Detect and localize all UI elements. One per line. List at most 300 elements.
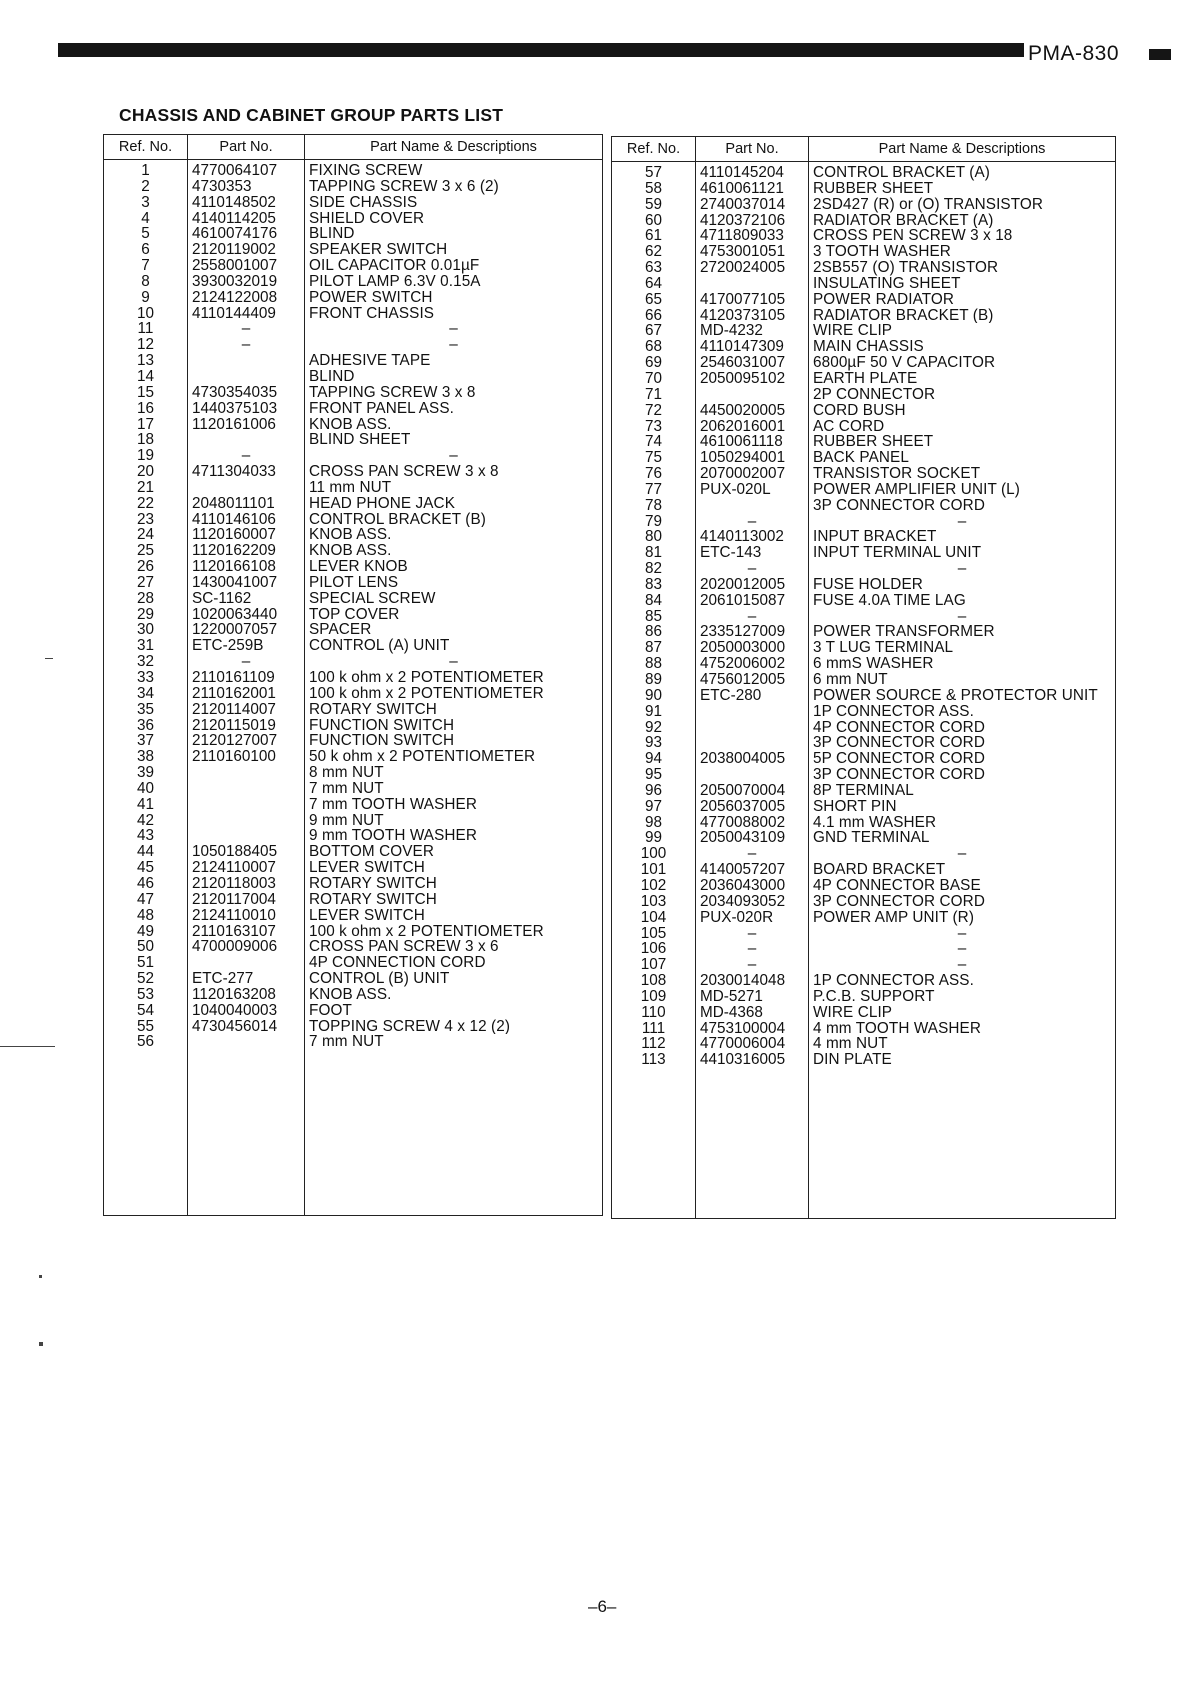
part-name-cell: WIRE CLIP <box>813 1004 893 1021</box>
table-row <box>612 308 1116 324</box>
part-number-cell: 2070002007 <box>696 466 809 482</box>
ref-cell: 17 <box>104 417 188 433</box>
empty-cell <box>612 1068 696 1218</box>
part-name-cell: CORD BUSH <box>813 402 906 419</box>
column-header-part: Part No. <box>696 137 809 162</box>
part-name-cell: ROTARY SWITCH <box>309 875 437 892</box>
part-number-cell <box>696 498 809 514</box>
table-row <box>612 371 1116 387</box>
part-name-cell: BLIND <box>309 226 355 243</box>
table-row <box>104 480 603 496</box>
part-number-cell: – <box>696 609 809 625</box>
part-number-cell: 1430041007 <box>188 575 305 591</box>
part-number-cell: 4711304033 <box>188 464 305 480</box>
table-row <box>104 464 603 480</box>
ref-cell: 103 <box>612 894 696 910</box>
part-number-cell: 1220007057 <box>188 622 305 638</box>
ref-cell: 60 <box>612 213 696 229</box>
table-row <box>612 260 1116 276</box>
part-name-cell: 100 k ohm x 2 POTENTIOMETER <box>309 670 544 686</box>
ref-cell: 65 <box>612 292 696 308</box>
part-name-cell: 2SD427 (R) or (O) TRANSISTOR <box>813 196 1044 213</box>
ref-cell: 34 <box>104 686 188 702</box>
ref-cell: 21 <box>104 480 188 496</box>
ref-cell: 50 <box>104 939 188 955</box>
part-name-cell: 4 mm NUT <box>813 1036 888 1053</box>
part-number-cell: 2050003000 <box>696 640 809 656</box>
table-row <box>104 1003 603 1019</box>
table-row <box>612 529 1116 545</box>
part-name-cell: LEVER SWITCH <box>309 860 425 876</box>
ref-cell: 73 <box>612 419 696 435</box>
ref-cell: 83 <box>612 577 696 593</box>
part-name-cell: 4P CONNECTOR BASE <box>813 877 981 894</box>
part-name-cell: – <box>957 941 967 958</box>
table-row <box>612 292 1116 308</box>
table-row <box>104 860 603 876</box>
table-row <box>104 527 603 543</box>
ref-cell: 105 <box>612 926 696 942</box>
table-row <box>104 813 603 829</box>
part-number-cell: 1040040003 <box>188 1003 305 1019</box>
part-number-cell <box>696 735 809 751</box>
part-number-cell: 1050294001 <box>696 450 809 466</box>
ref-cell: 38 <box>104 749 188 765</box>
table-row <box>612 656 1116 672</box>
table-row <box>612 751 1116 767</box>
table-row <box>612 498 1116 514</box>
ref-cell: 79 <box>612 514 696 530</box>
ref-cell: 49 <box>104 924 188 940</box>
table-row <box>612 894 1116 910</box>
ref-cell: 64 <box>612 276 696 292</box>
table-row <box>104 955 603 971</box>
part-number-cell <box>188 797 305 813</box>
part-name-cell: 3 TOOTH WASHER <box>813 244 951 261</box>
part-number-cell: 2546031007 <box>696 355 809 371</box>
part-number-cell: 1050188405 <box>188 844 305 860</box>
ref-cell: 108 <box>612 973 696 989</box>
part-number-cell: 1120166108 <box>188 559 305 575</box>
ref-cell: 94 <box>612 751 696 767</box>
part-name-cell: TOP COVER <box>309 606 400 623</box>
part-number-cell <box>696 704 809 720</box>
part-name-cell: BLIND <box>309 368 355 385</box>
part-number-cell <box>188 369 305 385</box>
part-number-cell: 4120372106 <box>696 213 809 229</box>
part-name-cell: FUNCTION SWITCH <box>309 733 455 750</box>
parts-table-left <box>103 134 603 1216</box>
table-row <box>612 720 1116 736</box>
part-name-cell: WIRE CLIP <box>813 323 893 340</box>
part-name-cell: 4.1 mm WASHER <box>813 814 937 831</box>
part-name-cell: TRANSISTOR SOCKET <box>813 466 981 482</box>
part-name-cell: – <box>449 654 458 670</box>
empty-cell <box>188 1050 305 1215</box>
part-name-cell: KNOB ASS. <box>309 416 392 433</box>
ref-cell: 56 <box>104 1034 188 1050</box>
part-number-cell: ETC-277 <box>188 971 305 987</box>
table-row <box>104 797 603 813</box>
table-row <box>612 624 1116 640</box>
ref-cell: 68 <box>612 339 696 355</box>
part-number-cell <box>696 720 809 736</box>
part-name-cell: – <box>957 561 967 577</box>
ref-cell: 53 <box>104 987 188 1003</box>
table-row <box>104 781 603 797</box>
empty-cell <box>305 1050 603 1215</box>
part-name-cell: POWER AMPLIFIER UNIT (L) <box>813 481 1020 498</box>
table-row <box>104 702 603 718</box>
ref-cell: 75 <box>612 450 696 466</box>
ref-cell: 36 <box>104 718 188 734</box>
ref-cell: 3 <box>104 195 188 211</box>
ref-cell: 109 <box>612 989 696 1005</box>
part-number-cell: 4711809033 <box>696 228 809 244</box>
table-row <box>612 846 1116 862</box>
ref-cell: 71 <box>612 387 696 403</box>
ref-cell: 100 <box>612 846 696 862</box>
ref-cell: 8 <box>104 274 188 290</box>
ref-cell: 112 <box>612 1036 696 1052</box>
table-row <box>612 815 1116 831</box>
part-name-cell: KNOB ASS. <box>309 527 392 544</box>
part-number-cell <box>188 432 305 448</box>
part-number-cell: 4730456014 <box>188 1019 305 1035</box>
part-name-cell: BOTTOM COVER <box>309 844 435 861</box>
part-name-cell: 7 mm NUT <box>309 1034 384 1051</box>
part-name-cell: SIDE CHASSIS <box>309 194 418 211</box>
ref-cell: 16 <box>104 401 188 417</box>
table-row <box>104 828 603 844</box>
table-row <box>104 337 603 353</box>
part-name-cell: P.C.B. SUPPORT <box>813 988 935 1005</box>
ref-cell: 72 <box>612 403 696 419</box>
part-number-cell: 2036043000 <box>696 878 809 894</box>
part-number-cell: – <box>188 337 305 353</box>
table-row <box>104 591 603 607</box>
part-name-cell: BACK PANEL <box>813 450 909 467</box>
table-row <box>612 609 1116 625</box>
ref-cell: 76 <box>612 466 696 482</box>
part-number-cell: 2034093052 <box>696 894 809 910</box>
part-name-cell: KNOB ASS. <box>309 986 392 1003</box>
ref-cell: 82 <box>612 561 696 577</box>
part-number-cell: 2124122008 <box>188 290 305 306</box>
table-row <box>104 369 603 385</box>
part-number-cell: – <box>696 926 809 942</box>
part-number-cell: – <box>696 561 809 577</box>
part-number-cell: 4770006004 <box>696 1036 809 1052</box>
part-number-cell: – <box>696 941 809 957</box>
column-header-ref: Ref. No. <box>104 135 188 160</box>
part-name-cell: GND TERMINAL <box>813 830 930 847</box>
table-row <box>612 640 1116 656</box>
part-number-cell: 4610061118 <box>696 434 809 450</box>
part-number-cell: 1120162209 <box>188 543 305 559</box>
part-number-cell: 1120163208 <box>188 987 305 1003</box>
table-row <box>612 783 1116 799</box>
part-name-cell: 3P CONNECTOR CORD <box>813 497 985 514</box>
ref-cell: 113 <box>612 1052 696 1068</box>
table-row <box>104 274 603 290</box>
table-row <box>104 924 603 940</box>
part-number-cell: 2120127007 <box>188 733 305 749</box>
table-row <box>612 941 1116 957</box>
ref-cell: 39 <box>104 765 188 781</box>
table-row <box>612 688 1116 704</box>
ref-cell: 43 <box>104 828 188 844</box>
ref-cell: 12 <box>104 337 188 353</box>
part-number-cell <box>188 955 305 971</box>
ref-cell: 19 <box>104 448 188 464</box>
part-number-cell: 2050095102 <box>696 371 809 387</box>
ref-cell: 74 <box>612 434 696 450</box>
part-name-cell: 3P CONNECTOR CORD <box>813 767 985 783</box>
ref-cell: 93 <box>612 735 696 751</box>
page-number: –6– <box>588 1597 617 1616</box>
table-row <box>104 160 603 179</box>
part-name-cell: POWER SWITCH <box>309 289 433 306</box>
part-name-cell: 11 mm NUT <box>309 479 392 496</box>
part-name-cell: 7 mm TOOTH WASHER <box>309 796 477 813</box>
part-number-cell: ETC-143 <box>696 545 809 561</box>
table-row <box>612 482 1116 498</box>
part-number-cell <box>188 828 305 844</box>
part-name-cell: MAIN CHASSIS <box>813 339 924 356</box>
table-row <box>104 179 603 195</box>
table-row <box>104 908 603 924</box>
table-row <box>612 466 1116 482</box>
ref-cell: 41 <box>104 797 188 813</box>
table-row <box>612 577 1116 593</box>
part-number-cell <box>696 387 809 403</box>
ref-cell: 18 <box>104 432 188 448</box>
part-name-cell: 6 mm NUT <box>813 672 888 688</box>
table-row <box>612 957 1116 973</box>
ref-cell: 110 <box>612 1005 696 1021</box>
part-name-cell: TAPPING SCREW 3 x 8 <box>309 384 476 401</box>
ref-cell: 45 <box>104 860 188 876</box>
ref-cell: 55 <box>104 1019 188 1035</box>
ref-cell: 7 <box>104 258 188 274</box>
part-name-cell: CONTROL (A) UNIT <box>309 638 450 655</box>
ref-cell: 28 <box>104 591 188 607</box>
ref-cell: 97 <box>612 799 696 815</box>
table-row <box>612 672 1116 688</box>
part-name-cell: – <box>957 846 967 863</box>
part-number-cell: 4752006002 <box>696 656 809 672</box>
part-number-cell: 2720024005 <box>696 260 809 276</box>
table-row <box>612 162 1116 181</box>
part-name-cell: POWER TRANSFORMER <box>813 624 995 641</box>
ref-cell: 91 <box>612 704 696 720</box>
ref-cell: 2 <box>104 179 188 195</box>
part-number-cell: 4730354035 <box>188 385 305 401</box>
model-name: PMA-830 <box>1028 42 1120 65</box>
part-name-cell: – <box>449 321 458 338</box>
ref-cell: 95 <box>612 767 696 783</box>
part-number-cell: 2124110010 <box>188 908 305 924</box>
part-name-cell: 3P CONNECTOR CORD <box>813 893 985 910</box>
table-row <box>104 1034 603 1050</box>
part-number-cell: 2110160100 <box>188 749 305 765</box>
part-number-cell <box>188 765 305 781</box>
part-name-cell: EARTH PLATE <box>813 370 918 387</box>
part-name-cell: CROSS PEN SCREW 3 x 18 <box>813 228 1013 245</box>
part-name-cell: ROTARY SWITCH <box>309 701 437 718</box>
page-title: CHASSIS AND CABINET GROUP PARTS LIST <box>119 105 504 125</box>
part-name-cell: AC CORD <box>813 418 885 435</box>
table-row <box>612 704 1116 720</box>
margin-mark <box>0 1046 55 1047</box>
ref-cell: 9 <box>104 290 188 306</box>
table-row <box>104 512 603 528</box>
ref-cell: 86 <box>612 624 696 640</box>
part-number-cell: 2038004005 <box>696 751 809 767</box>
part-number-cell <box>188 480 305 496</box>
part-number-cell: 1020063440 <box>188 607 305 623</box>
part-name-cell: SPEAKER SWITCH <box>309 242 448 259</box>
part-name-cell: 2P CONNECTOR <box>813 386 936 403</box>
part-name-cell: 9 mm TOOTH WASHER <box>309 828 477 845</box>
table-row <box>612 244 1116 260</box>
table-row <box>104 844 603 860</box>
part-number-cell: 4110146106 <box>188 512 305 528</box>
part-name-cell: CONTROL BRACKET (A) <box>813 164 990 181</box>
part-number-cell: – <box>188 654 305 670</box>
part-name-cell: OIL CAPACITOR 0.01µF <box>309 258 480 274</box>
part-name-cell: CONTROL (B) UNIT <box>309 971 450 987</box>
part-number-cell: 1440375103 <box>188 401 305 417</box>
ref-cell: 4 <box>104 211 188 227</box>
ref-cell: 15 <box>104 385 188 401</box>
ref-cell: 107 <box>612 957 696 973</box>
part-number-cell: 2048011101 <box>188 496 305 512</box>
ref-cell: 30 <box>104 622 188 638</box>
ref-cell: 63 <box>612 260 696 276</box>
part-name-cell: LEVER SWITCH <box>309 907 425 924</box>
part-name-cell: 100 k ohm x 2 POTENTIOMETER <box>309 685 544 702</box>
part-name-cell: KNOB ASS. <box>309 543 392 560</box>
column-header-name: Part Name & Descriptions <box>305 135 603 160</box>
table-row <box>612 1005 1116 1021</box>
ref-cell: 31 <box>104 638 188 654</box>
table-row <box>104 1019 603 1035</box>
part-number-cell: 2120114007 <box>188 702 305 718</box>
part-name-cell: FIXING SCREW <box>309 162 423 179</box>
part-number-cell: 3930032019 <box>188 274 305 290</box>
part-name-cell: BOARD BRACKET <box>813 862 946 878</box>
table-row <box>104 211 603 227</box>
table-row <box>612 973 1116 989</box>
ref-cell: 92 <box>612 720 696 736</box>
ref-cell: 96 <box>612 783 696 799</box>
table-row <box>612 419 1116 435</box>
part-number-cell: 4110147309 <box>696 339 809 355</box>
ref-cell: 51 <box>104 955 188 971</box>
table-row <box>612 862 1116 878</box>
table-row <box>612 450 1116 466</box>
part-number-cell: 4140057207 <box>696 862 809 878</box>
ref-cell: 10 <box>104 306 188 322</box>
part-name-cell: FRONT CHASSIS <box>309 305 435 322</box>
empty-cell <box>809 1068 1116 1218</box>
ref-cell: 111 <box>612 1021 696 1037</box>
part-name-cell: 8P TERMINAL <box>813 782 914 799</box>
part-number-cell: PUX-020R <box>696 910 809 926</box>
part-number-cell <box>188 813 305 829</box>
part-number-cell: 2056037005 <box>696 799 809 815</box>
ref-cell: 104 <box>612 910 696 926</box>
part-name-cell: SHIELD COVER <box>309 210 425 227</box>
part-name-cell: TAPPING SCREW 3 x 6 (2) <box>309 178 499 195</box>
ref-cell: 78 <box>612 498 696 514</box>
ref-cell: 1 <box>104 160 188 179</box>
table-row <box>104 401 603 417</box>
ref-cell: 84 <box>612 593 696 609</box>
part-name-cell: 6800µF 50 V CAPACITOR <box>813 355 996 371</box>
ref-cell: 89 <box>612 672 696 688</box>
part-name-cell: CROSS PAN SCREW 3 x 6 <box>309 939 499 956</box>
table-row <box>104 496 603 512</box>
part-name-cell: ADHESIVE TAPE <box>309 353 431 369</box>
table-row <box>104 575 603 591</box>
ref-cell: 90 <box>612 688 696 704</box>
part-number-cell: 2120118003 <box>188 876 305 892</box>
part-number-cell: 2120119002 <box>188 242 305 258</box>
ref-cell: 57 <box>612 162 696 181</box>
part-name-cell: – <box>449 337 458 354</box>
table-row <box>104 733 603 749</box>
part-number-cell: 4170077105 <box>696 292 809 308</box>
ref-cell: 85 <box>612 609 696 625</box>
part-name-cell: INSULATING SHEET <box>813 275 961 292</box>
ref-cell: 48 <box>104 908 188 924</box>
ref-cell: 52 <box>104 971 188 987</box>
part-number-cell: – <box>696 514 809 530</box>
ref-cell: 32 <box>104 654 188 670</box>
part-number-cell: 2120115019 <box>188 718 305 734</box>
part-name-cell: – <box>957 513 967 530</box>
table-row <box>104 290 603 306</box>
part-name-cell: PILOT LAMP 6.3V 0.15A <box>309 273 481 290</box>
part-number-cell: ETC-280 <box>696 688 809 704</box>
table-row <box>104 622 603 638</box>
part-number-cell: – <box>188 448 305 464</box>
part-number-cell: 4110144409 <box>188 306 305 322</box>
part-number-cell <box>188 1034 305 1050</box>
part-name-cell: – <box>957 608 967 625</box>
table-row <box>612 339 1116 355</box>
part-number-cell: 4756012005 <box>696 672 809 688</box>
ref-cell: 102 <box>612 878 696 894</box>
part-number-cell: 2558001007 <box>188 258 305 274</box>
ref-cell: 46 <box>104 876 188 892</box>
part-number-cell: – <box>188 321 305 337</box>
table-filler-row <box>104 1050 603 1215</box>
table-row <box>104 385 603 401</box>
table-row <box>104 258 603 274</box>
ref-cell: 5 <box>104 226 188 242</box>
column-header-part: Part No. <box>188 135 305 160</box>
part-number-cell: 4770064107 <box>188 160 305 179</box>
table-row <box>612 989 1116 1005</box>
ref-cell: 37 <box>104 733 188 749</box>
ref-cell: 70 <box>612 371 696 387</box>
ref-cell: 69 <box>612 355 696 371</box>
part-number-cell: 4700009006 <box>188 939 305 955</box>
